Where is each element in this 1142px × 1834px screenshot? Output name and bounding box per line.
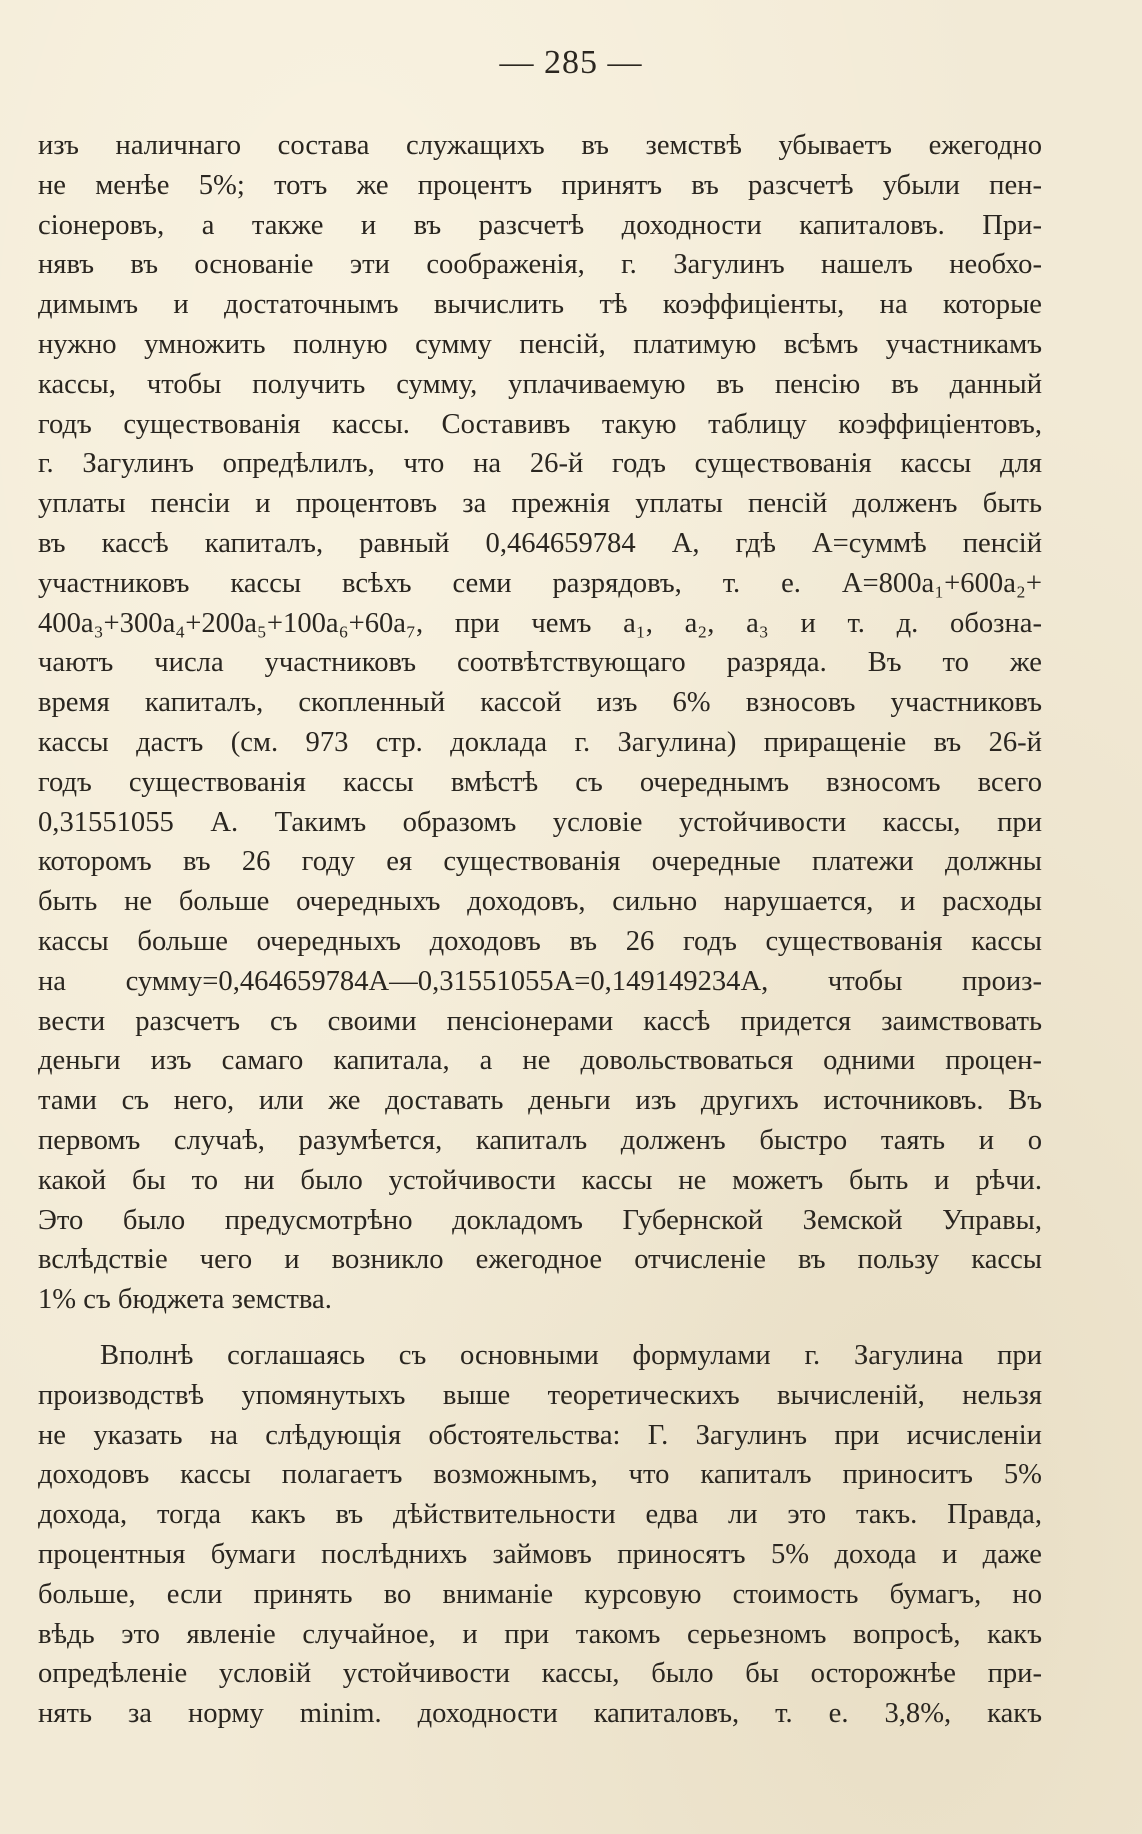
- text-line: г. Загулинъ опредѣлилъ, что на 26-й годъ существованія кассы для: [38, 448, 1042, 480]
- text-line: 400а₃+300а₄+200а₅+100а₆+60а₇, при чемъ а₁, а₂, а₃ и т. д. обозна-: [38, 607, 1042, 639]
- text-line: нявъ въ основаніе эти соображенія, г. Загулинъ нашелъ необхо-: [38, 249, 1042, 281]
- text-line: опредѣленіе условій устойчивости кассы, было бы осторожнѣе при-: [38, 1658, 1042, 1690]
- text-line: Это было предусмотрѣно докладомъ Губернской Земской Управы,: [38, 1204, 1042, 1236]
- text-line: вести разсчетъ съ своими пенсіонерами кассѣ придется заимствовать: [38, 1005, 1042, 1037]
- text-line: первомъ случаѣ, разумѣется, капиталъ долженъ быстро таять и о: [38, 1124, 1042, 1156]
- page-number: — 285 —: [499, 44, 643, 81]
- paragraph-2: [38, 1336, 1042, 1734]
- text-line: Вполнѣ соглашаясь съ основными формулами г. Загулина при: [100, 1340, 1042, 1371]
- text-line: вслѣдствіе чего и возникло ежегодное отчисленіе въ пользу кассы: [38, 1244, 1042, 1276]
- text-line: годъ существованія кассы. Составивъ такую таблицу коэффиціентовъ,: [38, 408, 1042, 440]
- text-line: кассы больше очередныхъ доходовъ въ 26 годъ существованія кассы: [38, 925, 1042, 957]
- text-line: 1% съ бюджета земства.: [38, 1284, 332, 1316]
- text-line: чаютъ числа участниковъ соотвѣтствующаго разряда. Въ то же: [38, 647, 1042, 679]
- text-line: деньги изъ самаго капитала, а не довольствоваться одними процен-: [38, 1045, 1042, 1077]
- text-line: больше, если принять во вниманіе курсовую стоимость бумагъ, но: [38, 1578, 1042, 1610]
- text-line: не указать на слѣдующія обстоятельства: Г. Загулинъ при исчисленіи: [38, 1419, 1042, 1451]
- text-line: кассы дастъ (см. 973 стр. доклада г. Загулина) приращеніе въ 26-й: [38, 726, 1042, 758]
- text-line: не менѣе 5%; тотъ же процентъ принятъ въ разсчетѣ убыли пен-: [38, 169, 1042, 201]
- text-line: 0,31551055 А. Такимъ образомъ условіе устойчивости кассы, при: [38, 806, 1042, 838]
- text-line: какой бы то ни было устойчивости кассы не можетъ быть и рѣчи.: [38, 1164, 1042, 1196]
- text-line: которомъ въ 26 году ея существованія очередные платежи должны: [38, 846, 1042, 878]
- paragraph-1: [38, 126, 1042, 1320]
- text-line: уплаты пенсіи и процентовъ за прежнія уплаты пенсій долженъ быть: [38, 488, 1042, 520]
- text-line: производствѣ упомянутыхъ выше теоретическихъ вычисленій, нельзя: [38, 1379, 1042, 1411]
- text-line: нять за норму minim. доходности капиталовъ, т. е. 3,8%, какъ: [38, 1698, 1042, 1730]
- text-line: нужно умножить полную сумму пенсій, платимую всѣмъ участникамъ: [38, 328, 1042, 360]
- text-line: кассы, чтобы получить сумму, уплачиваемую въ пенсію въ данный: [38, 368, 1042, 400]
- text-line: вѣдь это явленіе случайное, и при такомъ серьезномъ вопросѣ, какъ: [38, 1618, 1042, 1650]
- text-line: на сумму=0,464659784А—0,31551055А=0,149149234А, чтобы произ-: [38, 965, 1042, 997]
- text-line: сіонеровъ, а также и въ разсчетѣ доходности капиталовъ. При-: [38, 209, 1042, 241]
- text-line: быть не больше очередныхъ доходовъ, сильно нарушается, и расходы: [38, 886, 1042, 918]
- text-line: изъ наличнаго состава служащихъ въ земствѣ убываетъ ежегодно: [38, 130, 1042, 161]
- text-line: въ кассѣ капиталъ, равный 0,464659784 А, гдѣ А=суммѣ пенсій: [38, 527, 1042, 559]
- text-line: доходовъ кассы полагаетъ возможнымъ, что капиталъ приноситъ 5%: [38, 1459, 1042, 1491]
- text-line: дохода, тогда какъ въ дѣйствительности едва ли это такъ. Правда,: [38, 1499, 1042, 1531]
- text-line: димымъ и достаточнымъ вычислить тѣ коэффиціенты, на которые: [38, 289, 1042, 321]
- text-line: тами съ него, или же доставать деньги изъ другихъ источниковъ. Въ: [38, 1085, 1042, 1117]
- text-line: участниковъ кассы всѣхъ семи разрядовъ, т. е. А=800а₁+600а₂+: [38, 567, 1042, 599]
- text-line: годъ существованія кассы вмѣстѣ съ очереднымъ взносомъ всего: [38, 766, 1042, 798]
- text-line: процентныя бумаги послѣднихъ займовъ приносятъ 5% дохода и даже: [38, 1538, 1042, 1570]
- text-line: время капиталъ, скопленный кассой изъ 6% взносовъ участниковъ: [38, 687, 1042, 719]
